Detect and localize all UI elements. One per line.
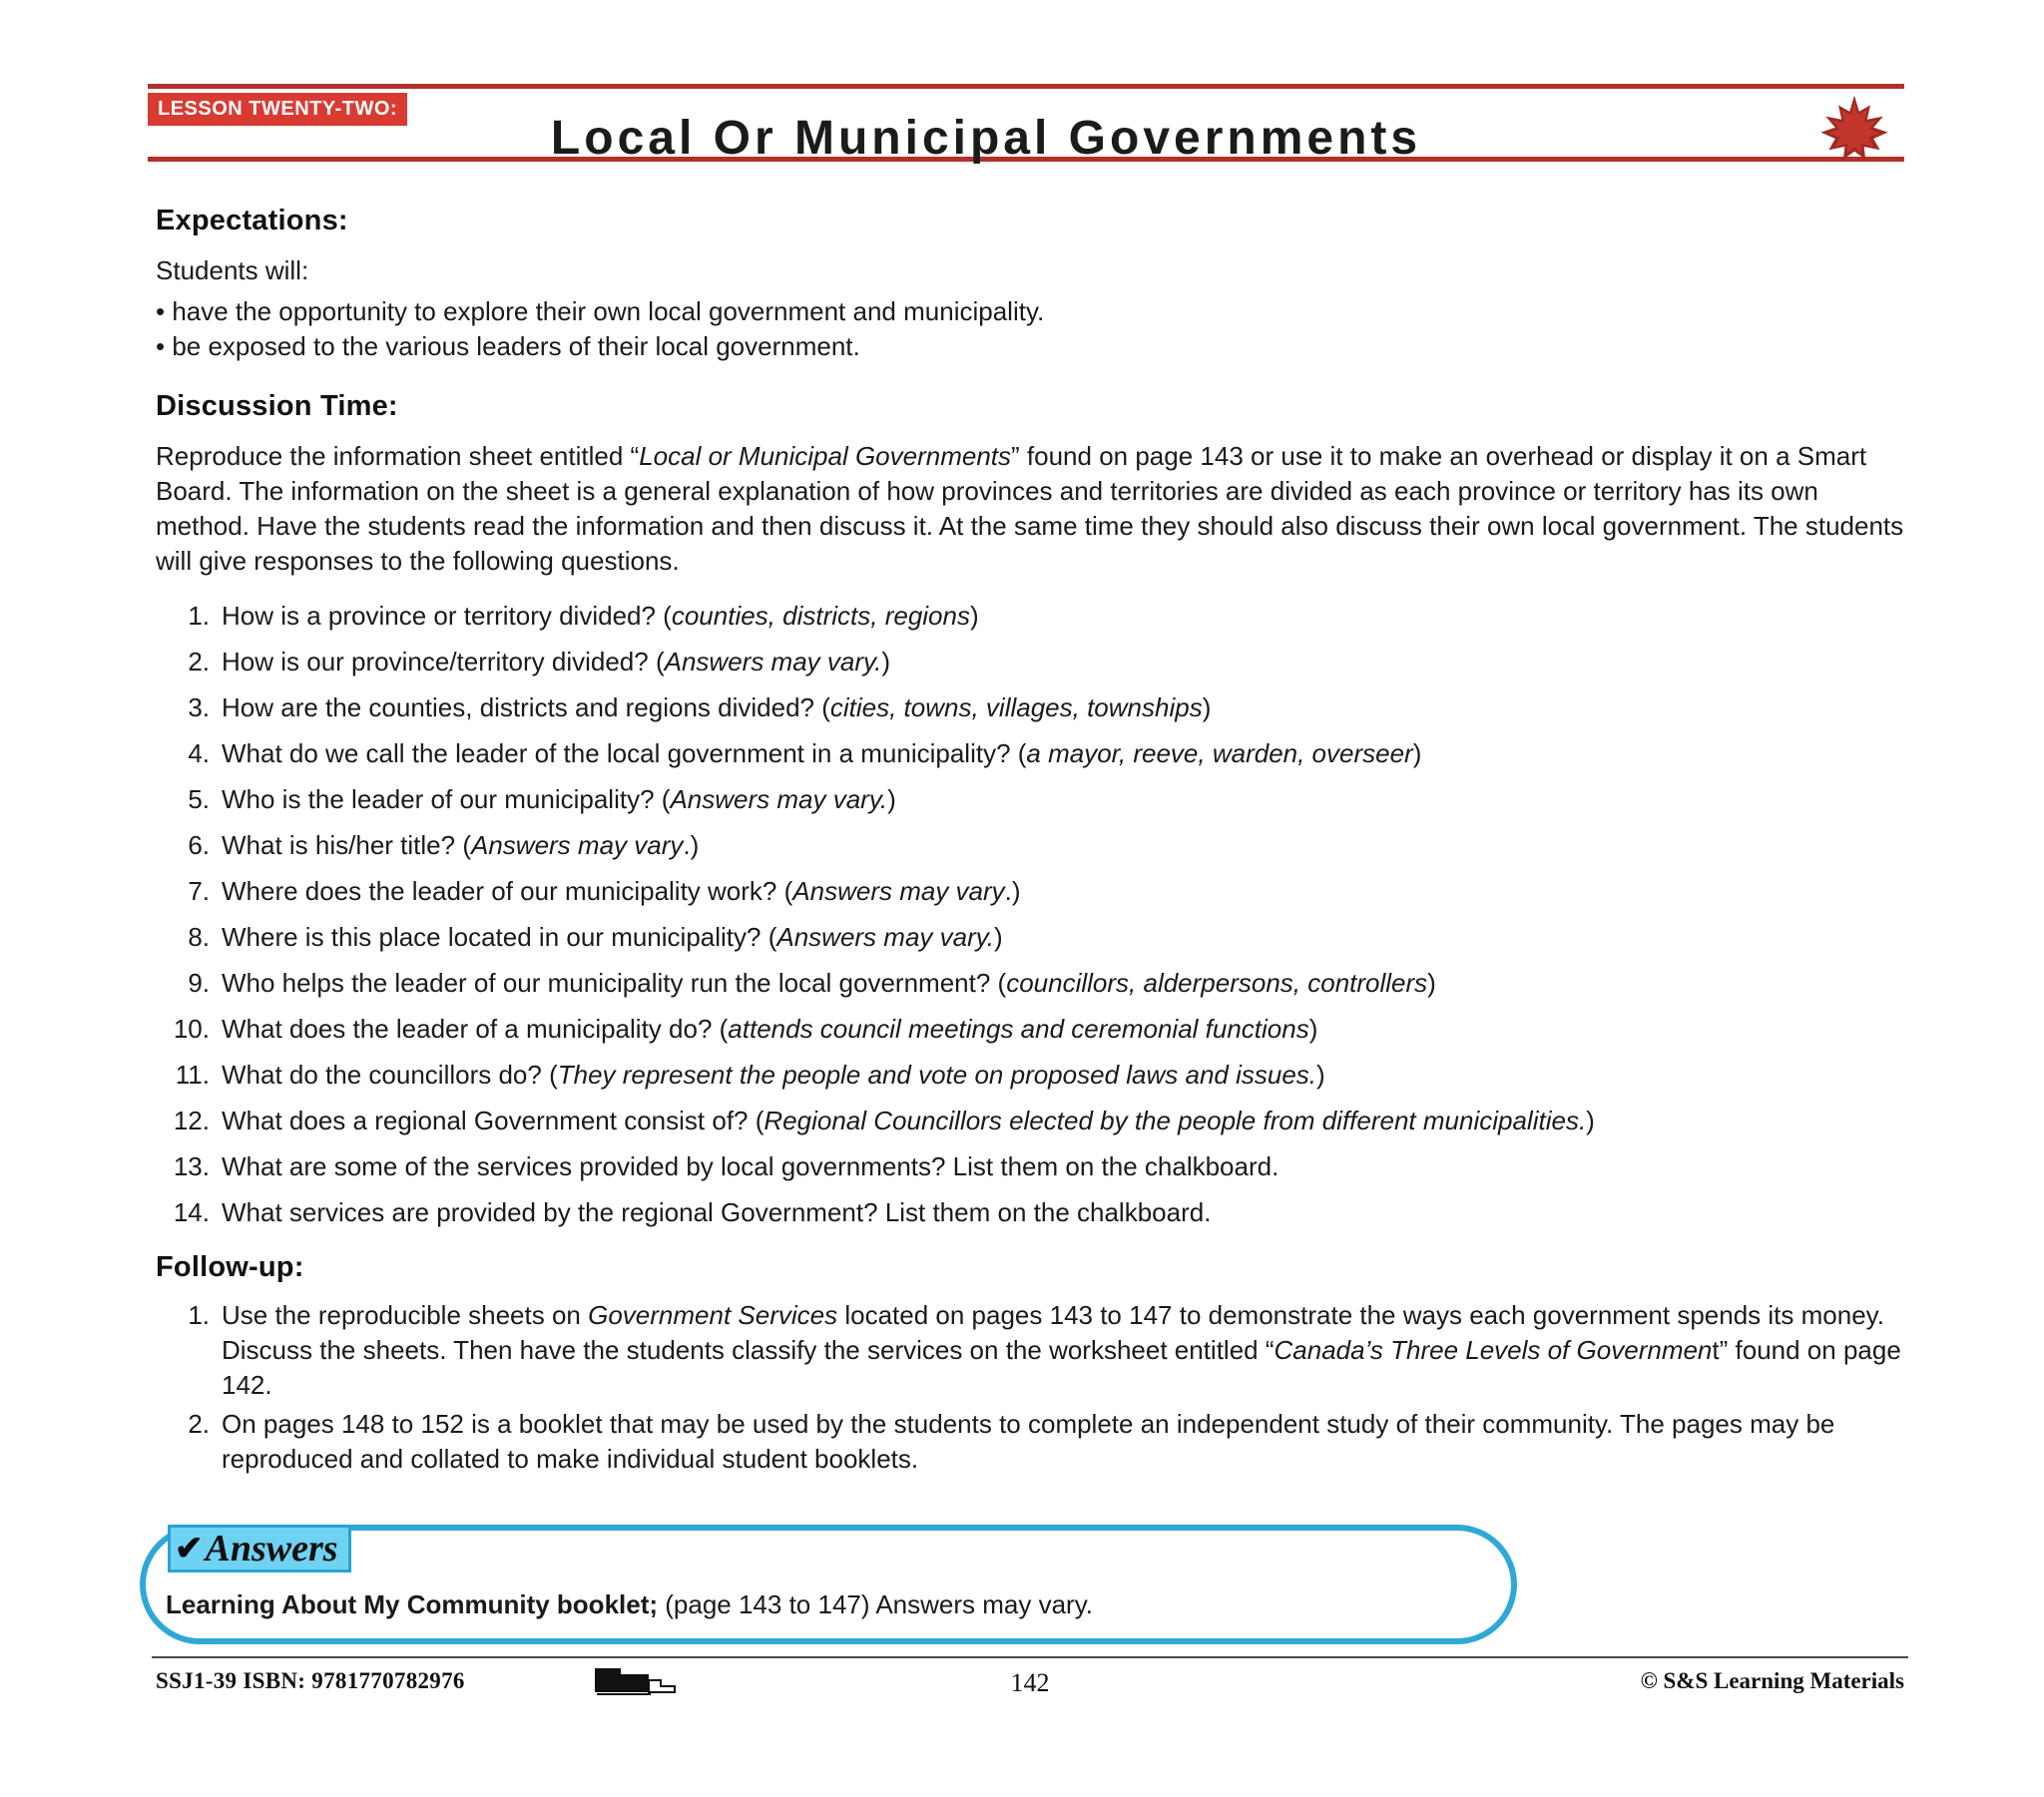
list-number: 2. <box>188 647 210 676</box>
answers-badge-label: Answers <box>205 1528 338 1570</box>
answers-bold-text: Learning About My Community booklet; <box>166 1589 659 1619</box>
list-number: 10. <box>173 1014 210 1044</box>
question-tail: ) <box>1412 738 1422 768</box>
followup-text-2: located on pages 143 to 147 to demonstrate the ways each government spends its money. Discuss the sheets. Then have the students classify the services on the worksheet entitled “ <box>222 1300 1884 1365</box>
answers-badge <box>168 1525 351 1572</box>
question-tail: .) <box>683 830 700 860</box>
list-item <box>156 874 1912 909</box>
list-item <box>156 690 1912 725</box>
question-answer: cities, towns, villages, townships <box>829 692 1203 722</box>
list-item <box>156 1012 1912 1047</box>
question-answer: They represent the people and vote on proposed laws and issues. <box>557 1060 1317 1090</box>
question-tail: ) <box>1308 1014 1318 1044</box>
list-item <box>156 599 1912 634</box>
question-tail: ) <box>1427 968 1436 998</box>
page-number: 142 <box>1010 1668 1050 1697</box>
question-tail: ) <box>881 647 890 676</box>
footer-copyright: © S&S Learning Materials <box>1640 1668 1904 1693</box>
question-text: Who helps the leader of our municipality run the local government? ( <box>222 968 1007 998</box>
question-text: What does a regional Government consist of? ( <box>222 1106 765 1135</box>
question-text: What services are provided by the regional Government? List them on the chalkboard. <box>222 1197 1212 1227</box>
discussion-text-1: Reproduce the information sheet entitled “ <box>156 441 640 471</box>
followup-list <box>156 1298 1912 1477</box>
followup-text-1: Use the reproducible sheets on <box>222 1300 589 1330</box>
question-text: How are the counties, districts and regions divided? ( <box>222 692 830 722</box>
question-tail: .) <box>1004 876 1021 906</box>
header-band <box>148 89 1904 165</box>
list-item <box>156 1149 1912 1184</box>
followup-text-3: t” found on page 142. <box>222 1335 1901 1400</box>
list-number: 4. <box>188 738 210 768</box>
question-text: Where is this place located in our municipality? ( <box>222 922 777 952</box>
followup-heading-text: Follow-up <box>156 1251 294 1283</box>
list-number: 13. <box>173 1151 210 1181</box>
question-tail: ) <box>969 601 979 631</box>
question-tail: ) <box>887 784 896 814</box>
question-text: What is his/her title? ( <box>222 830 471 860</box>
list-number: 3. <box>188 692 210 722</box>
question-answer: councillors, alderpersons, controllers <box>1006 968 1428 998</box>
list-item <box>156 1298 1912 1403</box>
question-text: How is a province or territory divided? ( <box>222 601 672 631</box>
followup-italic-1: Government Services <box>588 1300 838 1330</box>
question-answer: Answers may vary. <box>776 922 995 952</box>
list-number: 5. <box>188 784 210 814</box>
list-number: 2. <box>188 1409 210 1439</box>
list-item <box>156 920 1912 955</box>
document-body <box>156 205 1912 1481</box>
question-text: What do we call the leader of the local government in a municipality? ( <box>222 738 1027 768</box>
list-item <box>156 736 1912 771</box>
question-text: Where does the leader of our municipality work? ( <box>222 876 793 906</box>
answers-rest-text: (page 143 to 147) Answers may vary. <box>658 1589 1093 1619</box>
question-tail: ) <box>994 922 1003 952</box>
page-header <box>148 84 1904 165</box>
question-answer: Answers may vary <box>792 876 1005 906</box>
question-answer: Regional Councillors elected by the people from different municipalities. <box>764 1106 1587 1135</box>
list-item <box>156 645 1912 679</box>
answers-text <box>166 1588 1093 1620</box>
question-answer: Answers may vary <box>470 830 684 860</box>
discussion-italic-1: Local or Municipal Governments <box>639 441 1012 471</box>
followup-heading <box>156 1251 1912 1284</box>
question-answer: Answers may vary. <box>670 784 888 814</box>
list-item: • be exposed to the various leaders of their local government. <box>156 331 860 361</box>
question-answer: a mayor, reeve, warden, overseer <box>1026 738 1413 768</box>
list-item <box>156 828 1912 863</box>
list-number: 1. <box>188 601 210 631</box>
list-item <box>156 966 1912 1001</box>
question-text: What does the leader of a municipality do? ( <box>222 1014 729 1044</box>
discussion-heading: Discussion Time: <box>156 390 398 422</box>
question-tail: ) <box>1316 1060 1325 1090</box>
lesson-tag: LESSON TWENTY-TWO: <box>148 93 407 126</box>
answers-callout <box>140 1525 1517 1644</box>
list-item <box>156 782 1912 817</box>
list-number: 12. <box>173 1106 210 1135</box>
check-mark-icon: ✔ <box>175 1530 204 1568</box>
question-answer: attends council meetings and ceremonial functions <box>728 1014 1309 1044</box>
question-text: What do the councillors do? ( <box>222 1060 558 1090</box>
list-item <box>156 1407 1912 1477</box>
list-item <box>156 1104 1912 1138</box>
question-text: What are some of the services provided by local governments? List them on the chalkboard. <box>222 1151 1279 1181</box>
list-number: 8. <box>188 922 210 952</box>
question-text: Who is the leader of our municipality? ( <box>222 784 671 814</box>
expectations-heading: Expectations: <box>156 205 348 236</box>
question-tail: ) <box>1202 692 1212 722</box>
question-answer: Answers may vary. <box>664 647 882 676</box>
page-footer <box>152 1656 1908 1716</box>
list-number: 6. <box>188 830 210 860</box>
question-answer: counties, districts, regions <box>671 601 970 631</box>
page-title: Local Or Municipal Governments <box>550 112 1422 165</box>
question-tail: ) <box>1586 1106 1595 1135</box>
footer-divider <box>152 1656 1908 1658</box>
list-number: 1. <box>188 1300 210 1330</box>
followup-heading-colon: : <box>293 1251 304 1283</box>
list-number: 14. <box>173 1197 210 1227</box>
list-number: 7. <box>188 876 210 906</box>
list-number: 11. <box>175 1060 210 1090</box>
list-item <box>156 1195 1912 1230</box>
question-text: How is our province/territory divided? ( <box>222 647 665 676</box>
list-item: • have the opportunity to explore their own local government and municipality. <box>156 296 1045 326</box>
discussion-text-2: ” found on page 143 or use it to make an overhead or display it on a Smart Board. The information on the sheet is a general explanation of how provinces and territories are divided as each province or territory has its own method. Have the students read the information and then discuss it. At the same time they should also discuss their own local government. The students will give responses to the following questions. <box>156 441 1904 576</box>
discussion-paragraph <box>156 439 1912 579</box>
followup-italic-2: Canada’s Three Levels of Governmen <box>1274 1335 1713 1365</box>
discussion-question-list <box>156 599 1912 1230</box>
followup-text-1: On pages 148 to 152 is a booklet that may be used by the students to complete an independent study of their community. The pages may be reproduced and collated to make individual student booklets. <box>222 1409 1835 1474</box>
footer-isbn: SSJ1-39 ISBN: 9781770782976 <box>156 1668 465 1693</box>
expectations-bullet-list <box>156 294 1912 364</box>
expectations-intro: Students will: <box>156 255 309 285</box>
maple-leaf-icon <box>1814 91 1894 171</box>
list-item <box>156 1058 1912 1093</box>
list-number: 9. <box>188 968 210 998</box>
